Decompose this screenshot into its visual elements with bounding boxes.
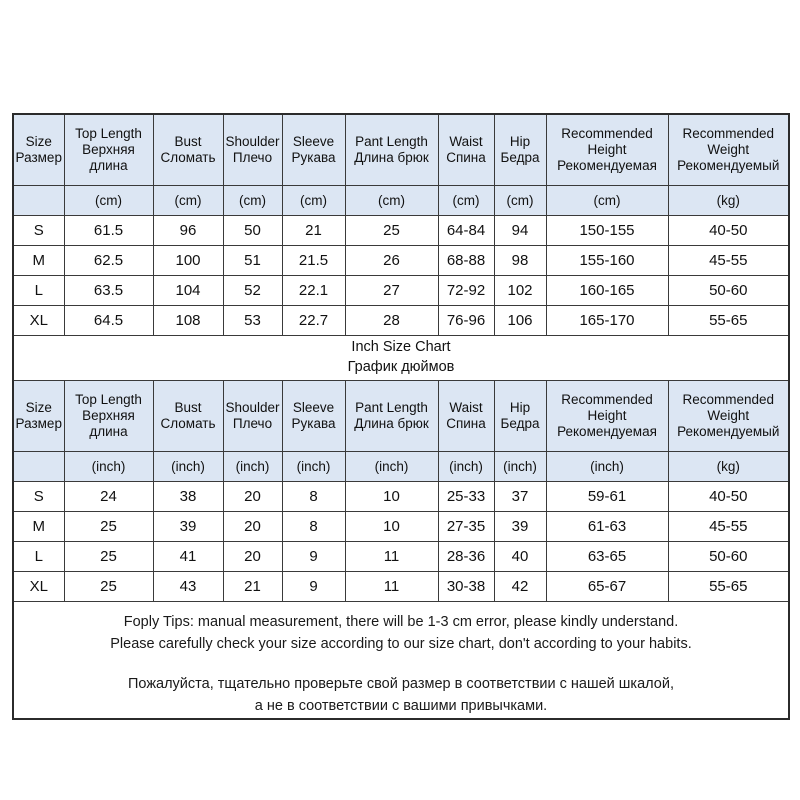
inch-value-cell: 39 <box>153 512 223 542</box>
cm-value-cell: 106 <box>494 306 546 336</box>
cm-value-cell: 155-160 <box>546 246 668 276</box>
notes-en-line-1: Foply Tips: manual measurement, there will be 1-3 cm error, please kindly understand. <box>123 614 679 630</box>
column-header-ru: Спина <box>446 150 486 165</box>
column-header-ru: Плечо <box>232 150 273 165</box>
inch-unit-cell: (inch) <box>282 452 345 482</box>
inch-column-header <box>282 381 345 452</box>
inch-value-cell: 20 <box>223 542 282 572</box>
cm-value-cell: 68-88 <box>438 246 494 276</box>
cm-value-cell: 108 <box>153 306 223 336</box>
inch-value-cell: 11 <box>345 572 438 602</box>
cm-value-cell: 21 <box>282 216 345 246</box>
cm-value-cell: 102 <box>494 276 546 306</box>
column-header-en: Recommended Height <box>561 126 653 158</box>
cm-column-header <box>282 114 345 186</box>
cm-size-cell: XL <box>13 306 64 336</box>
table-row <box>13 512 789 542</box>
cm-value-cell: 98 <box>494 246 546 276</box>
inch-column-header <box>223 381 282 452</box>
inch-value-cell: 41 <box>153 542 223 572</box>
inch-unit-cell <box>13 452 64 482</box>
cm-unit-cell: (cm) <box>153 186 223 216</box>
inch-value-cell: 63-65 <box>546 542 668 572</box>
inch-value-cell: 43 <box>153 572 223 602</box>
inch-value-cell: 42 <box>494 572 546 602</box>
column-header-en: Recommended Height <box>561 392 653 424</box>
column-header-ru: Рекомендуемая <box>557 157 657 173</box>
cm-value-cell: 61.5 <box>64 216 153 246</box>
inch-value-cell: 25 <box>64 542 153 572</box>
column-header-en: Size <box>25 134 52 150</box>
cm-value-cell: 21.5 <box>282 246 345 276</box>
inch-column-header <box>153 381 223 452</box>
column-header-ru: Длина брюк <box>354 150 429 165</box>
inch-value-cell: 25-33 <box>438 482 494 512</box>
inch-unit-cell: (inch) <box>153 452 223 482</box>
table-row <box>13 246 789 276</box>
inch-column-header <box>13 381 64 452</box>
table-row <box>13 306 789 336</box>
notes-cell <box>13 602 789 720</box>
column-header-en: Hip <box>509 134 531 150</box>
inch-unit-cell: (inch) <box>223 452 282 482</box>
inch-unit-cell: (inch) <box>64 452 153 482</box>
inch-value-cell: 10 <box>345 482 438 512</box>
column-header-en: Sleeve <box>292 134 335 150</box>
cm-value-cell: 55-65 <box>668 306 789 336</box>
cm-unit-cell: (cm) <box>438 186 494 216</box>
inch-unit-cell: (inch) <box>546 452 668 482</box>
cm-column-header <box>153 114 223 186</box>
notes-row <box>13 602 789 720</box>
cm-value-cell: 160-165 <box>546 276 668 306</box>
column-header-ru: Рекомендуемый <box>677 157 780 173</box>
inch-value-cell: 40-50 <box>668 482 789 512</box>
size-chart-table <box>12 113 790 720</box>
size-chart-container <box>12 113 788 720</box>
inch-value-cell: 40 <box>494 542 546 572</box>
cm-size-cell: S <box>13 216 64 246</box>
inch-section-title-cell <box>13 336 789 381</box>
column-header-ru: Сломать <box>160 150 216 165</box>
column-header-ru: Рукава <box>291 416 336 431</box>
cm-unit-cell: (kg) <box>668 186 789 216</box>
column-header-ru: Сломать <box>160 416 216 431</box>
cm-value-cell: 64-84 <box>438 216 494 246</box>
table-row <box>13 542 789 572</box>
inch-column-header <box>668 381 789 452</box>
column-header-ru: Бедра <box>500 416 540 431</box>
inch-unit-cell: (kg) <box>668 452 789 482</box>
cm-value-cell: 100 <box>153 246 223 276</box>
inch-value-cell: 50-60 <box>668 542 789 572</box>
column-header-ru: Верхняя длина <box>82 408 135 439</box>
inch-value-cell: 24 <box>64 482 153 512</box>
cm-value-cell: 27 <box>345 276 438 306</box>
column-header-ru: Рекомендуемый <box>677 423 780 439</box>
table-row <box>13 216 789 246</box>
cm-value-cell: 96 <box>153 216 223 246</box>
table-row <box>13 572 789 602</box>
cm-column-header <box>494 114 546 186</box>
cm-column-header <box>345 114 438 186</box>
column-header-en: Recommended Weight <box>682 126 775 158</box>
inch-value-cell: 20 <box>223 512 282 542</box>
column-header-ru: Спина <box>446 416 486 431</box>
cm-value-cell: 63.5 <box>64 276 153 306</box>
column-header-en: Bust <box>174 400 202 416</box>
inch-value-cell: 59-61 <box>546 482 668 512</box>
inch-unit-cell: (inch) <box>345 452 438 482</box>
cm-size-cell: M <box>13 246 64 276</box>
cm-value-cell: 22.1 <box>282 276 345 306</box>
column-header-en: Recommended Weight <box>682 392 775 424</box>
inch-header-row <box>13 381 789 452</box>
inch-column-header <box>345 381 438 452</box>
column-header-ru: Бедра <box>500 150 540 165</box>
inch-value-cell: 61-63 <box>546 512 668 542</box>
cm-value-cell: 50 <box>223 216 282 246</box>
cm-value-cell: 25 <box>345 216 438 246</box>
cm-value-cell: 53 <box>223 306 282 336</box>
cm-value-cell: 165-170 <box>546 306 668 336</box>
column-header-ru: Размер <box>15 150 62 165</box>
table-row <box>13 276 789 306</box>
notes-ru-line-2: а не в соответствии с вашими привычками. <box>254 698 548 715</box>
inch-column-header <box>546 381 668 452</box>
inch-size-cell: M <box>13 512 64 542</box>
inch-column-header <box>438 381 494 452</box>
cm-unit-cell <box>13 186 64 216</box>
cm-unit-cell: (cm) <box>282 186 345 216</box>
cm-value-cell: 28 <box>345 306 438 336</box>
cm-value-cell: 40-50 <box>668 216 789 246</box>
cm-unit-cell: (cm) <box>223 186 282 216</box>
inch-size-cell: XL <box>13 572 64 602</box>
inch-value-cell: 8 <box>282 482 345 512</box>
inch-value-cell: 9 <box>282 572 345 602</box>
inch-size-cell: S <box>13 482 64 512</box>
inch-value-cell: 8 <box>282 512 345 542</box>
cm-column-header <box>668 114 789 186</box>
column-header-ru: Длина брюк <box>354 416 429 431</box>
cm-column-header <box>223 114 282 186</box>
inch-value-cell: 11 <box>345 542 438 572</box>
cm-value-cell: 51 <box>223 246 282 276</box>
table-row <box>13 482 789 512</box>
inch-section-title-ru: График дюймов <box>347 359 455 375</box>
inch-value-cell: 37 <box>494 482 546 512</box>
cm-value-cell: 104 <box>153 276 223 306</box>
cm-unit-cell: (cm) <box>64 186 153 216</box>
inch-value-cell: 25 <box>64 512 153 542</box>
column-header-ru: Плечо <box>232 416 273 431</box>
notes-ru-line-1: Пожалуйста, тщательно проверьте свой размер в соответствии с нашей шкалой, <box>128 675 674 692</box>
inch-value-cell: 45-55 <box>668 512 789 542</box>
column-header-en: Shoulder <box>225 134 280 150</box>
notes-english <box>14 602 788 656</box>
column-header-en: Bust <box>174 134 202 150</box>
cm-value-cell: 62.5 <box>64 246 153 276</box>
notes-russian <box>14 656 788 718</box>
inch-value-cell: 38 <box>153 482 223 512</box>
column-header-en: Pant Length <box>355 400 428 416</box>
inch-value-cell: 55-65 <box>668 572 789 602</box>
cm-header-row <box>13 114 789 186</box>
cm-value-cell: 50-60 <box>668 276 789 306</box>
cm-value-cell: 76-96 <box>438 306 494 336</box>
column-header-en: Shoulder <box>225 400 280 416</box>
inch-value-cell: 65-67 <box>546 572 668 602</box>
cm-column-header <box>438 114 494 186</box>
inch-value-cell: 9 <box>282 542 345 572</box>
inch-column-header <box>64 381 153 452</box>
inch-value-cell: 27-35 <box>438 512 494 542</box>
column-header-en: Top Length <box>75 392 142 408</box>
inch-column-header <box>494 381 546 452</box>
column-header-en: Top Length <box>75 126 142 142</box>
column-header-en: Size <box>25 400 52 416</box>
cm-unit-cell: (cm) <box>345 186 438 216</box>
notes-en-line-2: Please carefully check your size according to our size chart, don't according to your habits. <box>110 636 692 653</box>
column-header-en: Sleeve <box>292 400 335 416</box>
inch-unit-cell: (inch) <box>438 452 494 482</box>
inch-value-cell: 28-36 <box>438 542 494 572</box>
cm-column-header <box>64 114 153 186</box>
column-header-en: Waist <box>449 400 483 416</box>
column-header-ru: Рекомендуемая <box>557 423 657 439</box>
column-header-ru: Верхняя длина <box>82 142 135 173</box>
inch-size-cell: L <box>13 542 64 572</box>
inch-value-cell: 10 <box>345 512 438 542</box>
inch-value-cell: 21 <box>223 572 282 602</box>
inch-value-cell: 25 <box>64 572 153 602</box>
inch-value-cell: 39 <box>494 512 546 542</box>
cm-unit-cell: (cm) <box>494 186 546 216</box>
inch-unit-row <box>13 452 789 482</box>
cm-value-cell: 150-155 <box>546 216 668 246</box>
column-header-en: Pant Length <box>355 134 428 150</box>
inch-section-title-en: Inch Size Chart <box>351 339 451 356</box>
inch-value-cell: 30-38 <box>438 572 494 602</box>
cm-value-cell: 52 <box>223 276 282 306</box>
cm-value-cell: 72-92 <box>438 276 494 306</box>
cm-unit-row <box>13 186 789 216</box>
cm-column-header <box>13 114 64 186</box>
column-header-en: Hip <box>509 400 531 416</box>
cm-column-header <box>546 114 668 186</box>
inch-value-cell: 20 <box>223 482 282 512</box>
cm-unit-cell: (cm) <box>546 186 668 216</box>
inch-section-title-row <box>13 336 789 381</box>
cm-value-cell: 94 <box>494 216 546 246</box>
inch-unit-cell: (inch) <box>494 452 546 482</box>
cm-value-cell: 22.7 <box>282 306 345 336</box>
column-header-ru: Размер <box>15 416 62 431</box>
cm-value-cell: 26 <box>345 246 438 276</box>
cm-size-cell: L <box>13 276 64 306</box>
cm-value-cell: 64.5 <box>64 306 153 336</box>
column-header-ru: Рукава <box>291 150 336 165</box>
column-header-en: Waist <box>449 134 483 150</box>
cm-value-cell: 45-55 <box>668 246 789 276</box>
